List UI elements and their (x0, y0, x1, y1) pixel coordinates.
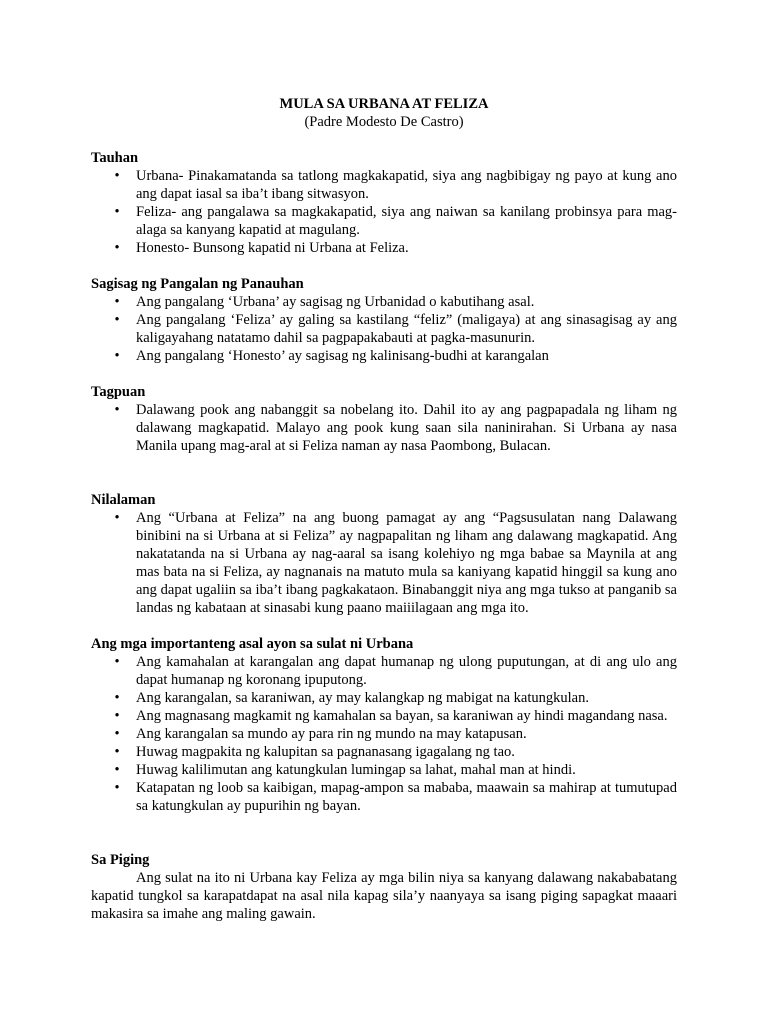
bullet-icon: • (114, 654, 120, 670)
list-item: • Ang karangalan sa mundo ay para rin ng mundo na may katapusan. (91, 725, 677, 743)
bullet-icon: • (114, 402, 120, 418)
list-asal (91, 653, 677, 815)
list-item: • Ang magnasang magkamit ng kamahalan sa bayan, sa karaniwan ay hindi magandang nasa. (91, 707, 677, 725)
list-item: • Honesto- Bunsong kapatid ni Urbana at Feliza. (91, 239, 677, 257)
bullet-icon: • (114, 780, 120, 796)
list-item: • Ang “Urbana at Feliza” na ang buong pamagat ay ang “Pagsusulatan nang Dalawang binibini na si Urbana at si Feliza” ay nagpapalitan ng liham ang dalawang magkapatid. Ang nakatatanda na si Urbana ay nag-aaral sa isang kolehiyo ng mga babae sa Maynila at ang mas bata na si Feliza, ay nagnanais na matuto mula sa kaniyang kapatid hinggil sa kung ano ang dapat ugaliin sa iba’t ibang pagkakataon. Binabanggit niya ang mga tukso at panganib sa landas ng kabataan at sinasabi kung paano maiiilagaan ang mga ito. (91, 509, 677, 617)
list-item: • Ang pangalang ‘Feliza’ ay galing sa kastilang “feliz” (maligaya) at ang sinasagisag ay ang kaligayahang natatamo dahil sa pagpapakabauti at pagka-masunurin. (91, 311, 677, 347)
heading-piging: Sa Piging (91, 852, 150, 868)
bullet-icon: • (114, 312, 120, 328)
document-page (91, 93, 677, 923)
heading-tauhan: Tauhan (91, 150, 139, 166)
bullet-icon: • (114, 348, 120, 364)
list-item: • Ang karangalan, sa karaniwan, ay may kalangkap ng mabigat na katungkulan. (91, 689, 677, 707)
list-sagisag (91, 293, 677, 365)
list-item: • Ang pangalang ‘Honesto’ ay sagisag ng kalinisang-budhi at karangalan (91, 347, 677, 365)
bullet-icon: • (114, 240, 120, 256)
paragraph-piging: Ang sulat na ito ni Urbana kay Feliza ay mga bilin niya sa kanyang dalawang nakababatang kapatid tungkol sa karapatdapat na asal nila kapag sila’y naanyaya sa isang piging sapagkat maaari makasira sa imahe ang maling gawain. (91, 870, 677, 922)
list-tagpuan (91, 401, 677, 455)
list-item: • Urbana- Pinakamatanda sa tatlong magkakapatid, siya ang nagbibigay ng payo at kung ano ang dapat iasal sa iba’t ibang sitwasyon. (91, 167, 677, 203)
bullet-icon: • (114, 708, 120, 724)
bullet-icon: • (114, 204, 120, 220)
bullet-icon: • (114, 726, 120, 742)
list-item: • Ang kamahalan at karangalan ang dapat humanap ng ulong puputungan, at di ang ulo ang dapat humanap ng koronang ipuputong. (91, 653, 677, 689)
document-title: MULA SA URBANA AT FELIZA (279, 96, 489, 112)
list-tauhan (91, 167, 677, 257)
bullet-icon: • (114, 294, 120, 310)
bullet-icon: • (114, 510, 120, 526)
document-subtitle: (Padre Modesto De Castro) (304, 114, 464, 130)
bullet-icon: • (114, 168, 120, 184)
heading-asal: Ang mga importanteng asal ayon sa sulat ni Urbana (91, 636, 414, 652)
list-item: • Dalawang pook ang nabanggit sa nobelang ito. Dahil ito ay ang pagpapadala ng liham ng dalawang magkapatid. Malayo ang pook kung saan sila naninirahan. Si Urbana ay nasa Manila upang mag-aral at si Feliza naman ay nasa Paombong, Bulacan. (91, 401, 677, 455)
list-item: • Katapatan ng loob sa kaibigan, mapag-ampon sa mababa, maawain sa mahirap at tumutupad sa katungkulan ay pupurihin ng bayan. (91, 779, 677, 815)
heading-nilalaman: Nilalaman (91, 492, 156, 508)
list-item: • Feliza- ang pangalawa sa magkakapatid, siya ang naiwan sa kanilang probinsya para mag-alaga sa kanyang kapatid at magulang. (91, 203, 677, 239)
bullet-icon: • (114, 690, 120, 706)
list-item: • Huwag kalilimutan ang katungkulan lumingap sa lahat, mahal man at hindi. (91, 761, 677, 779)
list-item: • Huwag magpakita ng kalupitan sa pagnanasang igagalang ng tao. (91, 743, 677, 761)
bullet-icon: • (114, 762, 120, 778)
heading-sagisag: Sagisag ng Pangalan ng Panauhan (91, 276, 304, 292)
list-nilalaman (91, 509, 677, 617)
heading-tagpuan: Tagpuan (91, 384, 146, 400)
bullet-icon: • (114, 744, 120, 760)
list-item: • Ang pangalang ‘Urbana’ ay sagisag ng Urbanidad o kabutihang asal. (91, 293, 677, 311)
